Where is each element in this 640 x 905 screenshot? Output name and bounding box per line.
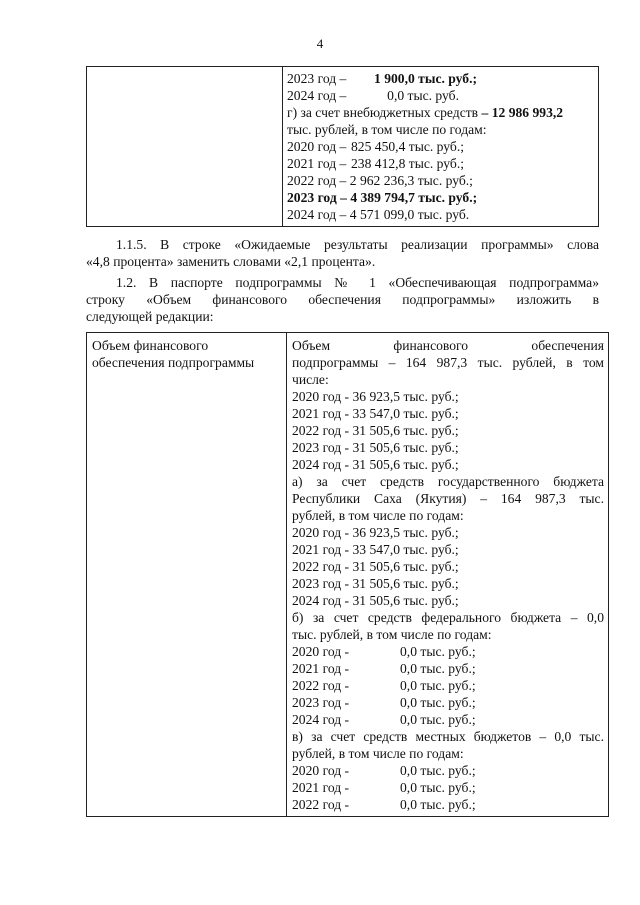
year-line: 2024 год - 0,0 тыс. руб.; (292, 712, 476, 727)
year-line: 2023 год – 4 389 794,7 тыс. руб.; (287, 190, 478, 205)
year-line: 2020 год – 825 450,4 тыс. руб.; (287, 139, 465, 154)
year-line: 2024 год – 0,0 тыс. руб. (287, 88, 459, 103)
table-cell-left (87, 67, 283, 227)
year-line: 2020 год - 0,0 тыс. руб.; (292, 644, 476, 659)
year-line: 2024 год - 31 505,6 тыс. руб.; (292, 457, 459, 472)
year-line: 2022 год – 2 962 236,3 тыс. руб.; (287, 173, 473, 188)
paragraph-1-2: 1.2. В паспорте подпрограммы № 1 «Обеспечивающая подпрограмма» строку «Объем финансового обеспечения подпрограммы» изложить в следующей редакции: (86, 275, 599, 324)
year-line: 2022 год - 31 505,6 тыс. руб.; (292, 423, 459, 438)
subprogram-funding-table (86, 332, 609, 817)
year-line: 2021 год - 0,0 тыс. руб.; (292, 661, 476, 676)
text-line: тыс. рублей, в том числе по годам: (287, 122, 487, 137)
table-cell-right: Объем финансового обеспечения подпрограммы – 164 987,3 тыс. рублей, в том числе: 2020 год - 36 923,5 тыс. руб.; 2021 год - 33 547,0 тыс. руб.; 2022 год - 31 505,6 тыс. руб.; 2023 год - 31 505,6 тыс. руб.; 2024 год - 31 505,6 тыс. руб.; а) за счет средств государственного бюджета Республики Саха (Якутия) – 164 987,3 тыс. рублей, в том числе по годам: 2020 год - 36 923,5 тыс. руб.; 2021 год - 33 547,0 тыс. руб.; 2022 год - 31 505,6 тыс. руб.; 2023 год - 31 505,6 тыс. руб.; 2024 год - 31 505,6 тыс. руб.; б) за счет средств федерального бюджета – 0,0 тыс. рублей, в том числе по годам: 2020 год - 0,0 тыс. руб.; 2021 год - 0,0 тыс. руб.; 2022 год - 0,0 тыс. руб.; 2023 год - 0,0 тыс. руб.; 2024 год - 0,0 тыс. руб.; в) за счет средств местных бюджетов – 0,0 тыс. рублей, в том числе по годам: 2020 год - 0,0 тыс. руб.; 2021 год - 0,0 тыс. руб.; 2022 год - 0,0 тыс. руб.; (287, 333, 609, 817)
year-line: 2021 год - 33 547,0 тыс. руб.; (292, 406, 459, 421)
year-line: 2023 год - 31 505,6 тыс. руб.; (292, 576, 459, 591)
text-line: г) за счет внебюджетных средств – 12 986 993,2 (287, 105, 564, 120)
year-line: 2022 год - 31 505,6 тыс. руб.; (292, 559, 459, 574)
year-line: 2020 год - 36 923,5 тыс. руб.; (292, 525, 459, 540)
year-line: 2022 год - 0,0 тыс. руб.; (292, 678, 476, 693)
table-row (87, 333, 609, 817)
year-line: 2020 год - 36 923,5 тыс. руб.; (292, 389, 459, 404)
table-cell-left: Объем финансового обеспечения подпрограммы (87, 333, 287, 817)
table-row (87, 67, 599, 227)
year-line: 2022 год - 0,0 тыс. руб.; (292, 797, 476, 812)
year-line: 2021 год - 33 547,0 тыс. руб.; (292, 542, 459, 557)
year-line: 2024 год - 31 505,6 тыс. руб.; (292, 593, 459, 608)
paragraph-1-1-5: 1.1.5. В строке «Ожидаемые результаты реализации программы» слова «4,8 процента» заменить словами «2,1 процента». (86, 237, 599, 269)
year-line: 2021 год – 238 412,8 тыс. руб.; (287, 156, 465, 171)
year-line: 2023 год – 1 900,0 тыс. руб.; (287, 71, 478, 86)
table-cell-right (283, 67, 599, 227)
funding-table-continued (86, 66, 599, 227)
year-line: 2020 год - 0,0 тыс. руб.; (292, 763, 476, 778)
page-number: 4 (316, 36, 324, 51)
year-line: 2023 год - 31 505,6 тыс. руб.; (292, 440, 459, 455)
year-line: 2024 год – 4 571 099,0 тыс. руб. (287, 207, 470, 222)
year-line: 2021 год - 0,0 тыс. руб.; (292, 780, 476, 795)
year-line: 2023 год - 0,0 тыс. руб.; (292, 695, 476, 710)
